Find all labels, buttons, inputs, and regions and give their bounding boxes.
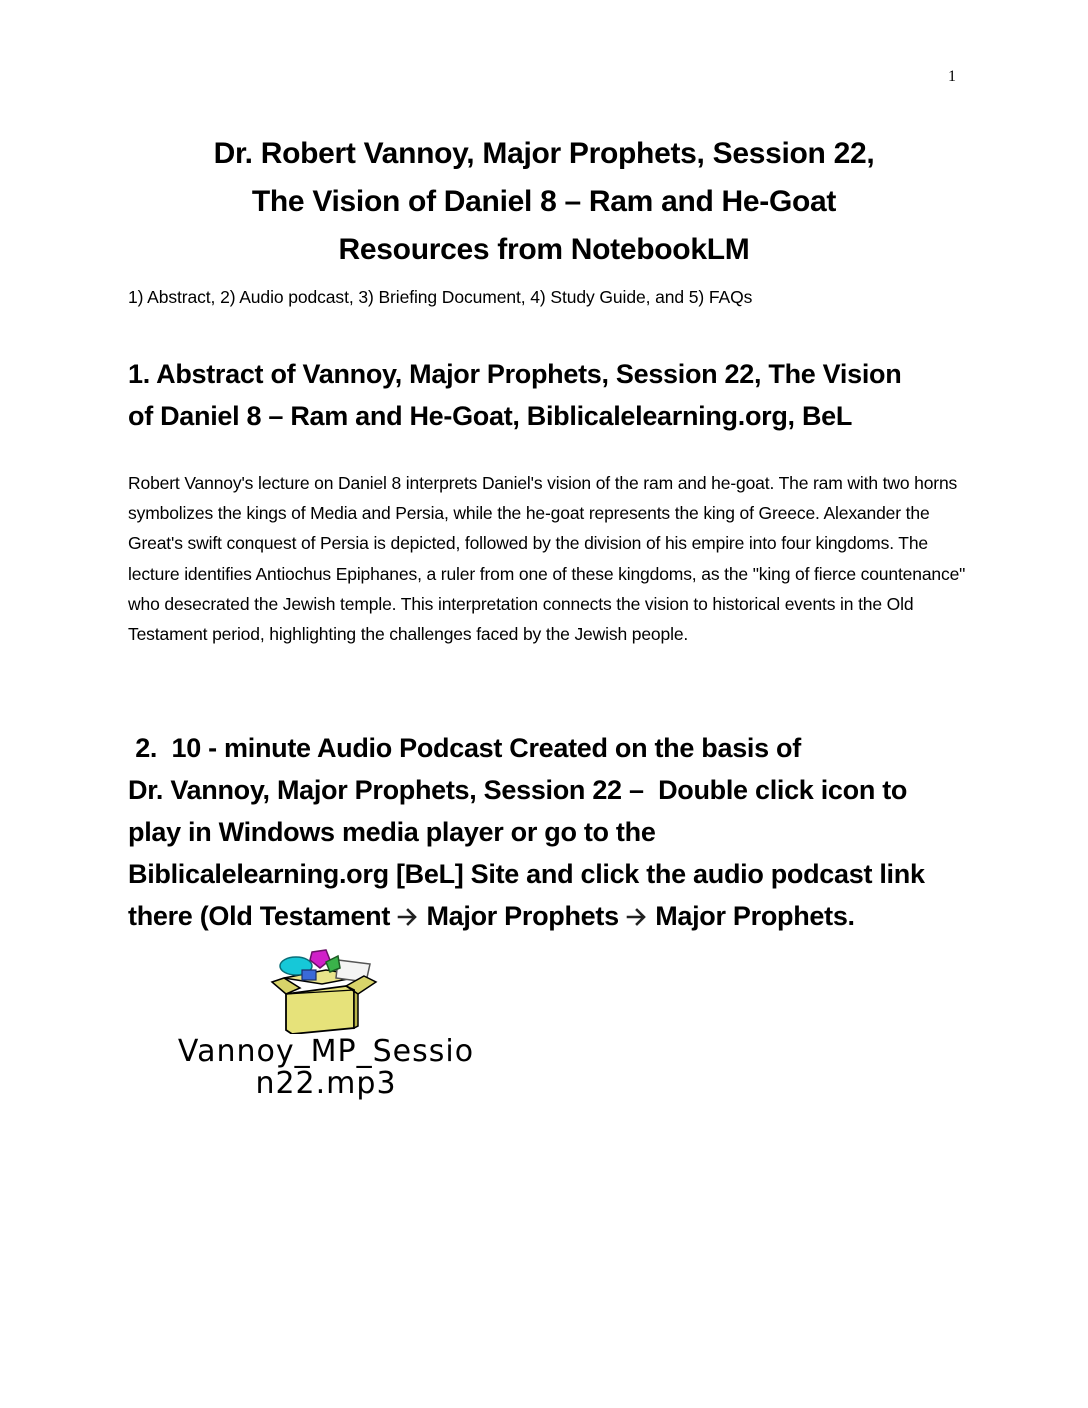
podcast-path-old-testament: there (Old Testament <box>128 901 398 931</box>
podcast-path-major-prophets-2: Major Prophets. <box>648 901 855 931</box>
abstract-heading-line-2: of Daniel 8 – Ram and He-Goat, Biblicalelearning.org, BeL <box>128 401 853 431</box>
title-line-2: The Vision of Daniel 8 – Ram and He-Goat <box>251 185 837 218</box>
right-arrow-icon <box>626 897 648 939</box>
title-line-3: Resources from NotebookLM <box>338 233 750 266</box>
podcast-heading-line-2: Dr. Vannoy, Major Prophets, Session 22 – Double click icon to <box>128 775 908 805</box>
podcast-heading-line-3: play in Windows media player or go to the <box>128 817 656 847</box>
abstract-paragraph: Robert Vannoy's lecture on Daniel 8 interprets Daniel's vision of the ram and he-goat. The ram with two horns symbolizes the kings of Media and Persia, while the he-goat represents the king of Greece. Alexander the Great's swift conquest of Persia is depicted, followed by the division of his empire into four kingdoms. The lecture identifies Antiochus Epiphanes, a ruler from one of these kingdoms, as the "king of fierce countenance" who desecrated the Jewish temple. This interpretation connects the vision to historical events in the Old Testament period, highlighting the challenges faced by the Jewish people. <box>128 473 966 645</box>
package-file-icon[interactable] <box>266 948 378 1034</box>
podcast-heading-line-1: 2. 10 - minute Audio Podcast Created on the basis of <box>128 733 801 763</box>
audio-file-name-line-2: n22.mp3 <box>255 1066 397 1101</box>
page-number: 1 <box>948 68 956 85</box>
audio-file-name[interactable] <box>126 1036 526 1100</box>
title-line-1: Dr. Robert Vannoy, Major Prophets, Session 22, <box>213 137 875 170</box>
podcast-path-major-prophets-1: Major Prophets <box>419 901 626 931</box>
audio-file-attachment[interactable] <box>126 948 526 1108</box>
audio-file-name-line-1: Vannoy_MP_Sessio <box>177 1034 475 1069</box>
abstract-heading-line-1: 1. Abstract of Vannoy, Major Prophets, Session 22, The Vision <box>128 359 902 389</box>
right-arrow-icon <box>397 897 419 939</box>
podcast-heading <box>128 727 968 939</box>
document-title <box>0 130 1088 274</box>
abstract-heading <box>128 353 968 437</box>
contents-list: 1) Abstract, 2) Audio podcast, 3) Briefing Document, 4) Study Guide, and 5) FAQs <box>128 287 753 307</box>
podcast-heading-line-4: Biblicalelearning.org [BeL] Site and click the audio podcast link <box>128 859 925 889</box>
podcast-heading-line-5 <box>128 895 968 939</box>
